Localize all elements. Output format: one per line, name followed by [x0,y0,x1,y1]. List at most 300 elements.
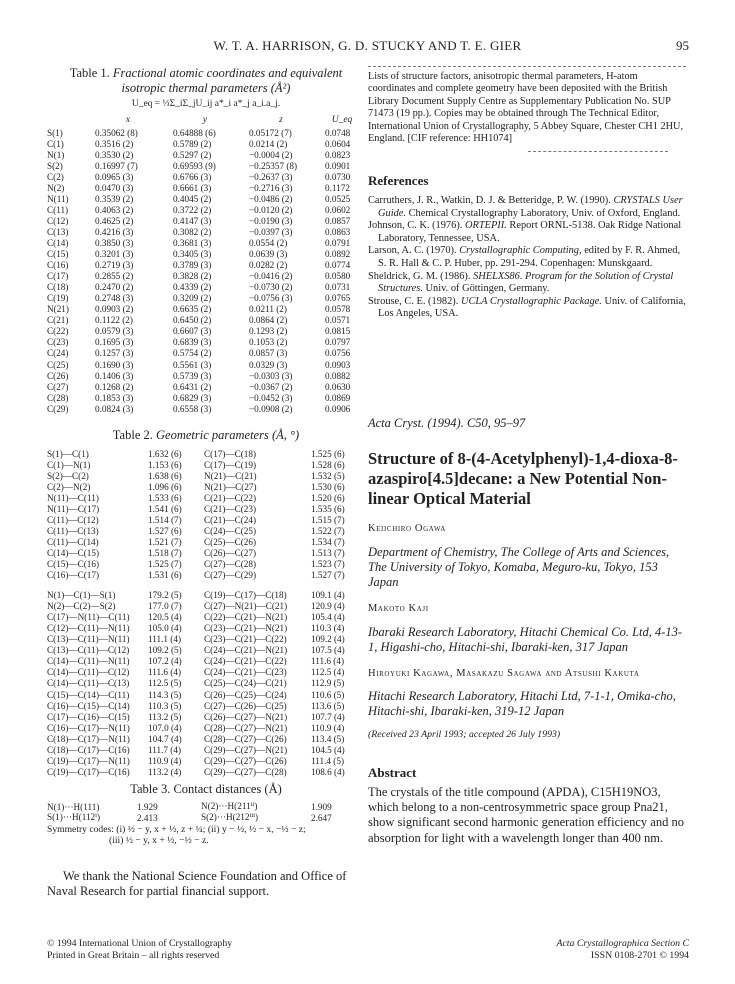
reference-title: UCLA Crystallographic Package. [460,295,602,307]
table-cell: −0.0730 (2) [249,282,293,293]
table-cell: C(11)—C(14) [47,536,99,547]
table-cell: 109.1 (4) [311,590,345,601]
table-row [47,481,365,492]
reference-details: edited by F. R. Ahmed, S. R. Hall & C. P. Huber, pp. 291-294. Copenhagen: Munskgaard. [378,245,681,269]
footer-left [47,938,232,962]
symmetry-codes-line1: Symmetry codes: (i) ½ − y, x + ½, z + ¼; (ii) y − ½, ½ − x, −½ − z; [47,824,306,836]
table2-bond-lengths [47,448,365,581]
author-3: Hiroyuki Kagawa, Masakazu Sagawa and Atsushi Kakuta [368,668,640,679]
table-cell: 0.0604 [325,138,351,149]
table-row [47,733,365,744]
table-cell: 1.514 (7) [148,514,182,525]
article-citation: Acta Cryst. (1994). C50, 95–97 [368,416,526,430]
table-cell: 108.6 (4) [311,766,345,777]
table-cell: N(1)—C(1)—S(1) [47,590,116,601]
table-row [47,359,365,370]
table-cell: C(14)—C(11)—N(11) [47,656,130,667]
table-cell: 0.4147 (3) [173,215,212,226]
table-cell: C(26)—C(27) [204,547,257,558]
table-cell: 0.1268 (2) [95,381,134,392]
table-row [47,370,365,381]
table-cell: C(21)—C(22) [204,492,257,503]
footer-right [556,938,689,962]
table-cell: −0.2716 (3) [249,182,293,193]
references-heading: References [368,173,429,188]
table-cell: 0.0903 [325,359,351,370]
table-cell: C(11)—C(12) [47,514,99,525]
table-cell: 111.7 (4) [148,744,181,755]
table-cell: 0.0774 [325,260,351,271]
table-cell: C(21)—C(23) [204,503,257,514]
table-cell: 0.3405 (3) [173,249,212,260]
table-cell: 0.0329 (3) [249,359,288,370]
table-cell: 1.527 (7) [311,570,345,581]
table-cell: S(1)—C(1) [47,448,89,459]
table-cell: 0.0602 [325,204,351,215]
table-row [47,525,365,536]
table-cell: 0.16997 (7) [95,160,138,171]
table-cell: −0.2637 (3) [249,171,293,182]
table-cell: 0.3201 (3) [95,249,134,260]
table-cell: N(2)···H(211ⁱⁱ) [201,801,258,812]
table-cell: 113.6 (5) [311,700,345,711]
table-cell: 107.0 (4) [148,722,182,733]
table-row [47,293,365,304]
table-cell: −0.0004 (2) [249,149,293,160]
table-cell: 0.64888 (6) [173,127,216,138]
table-cell: 0.0470 (3) [95,182,134,193]
table-cell: C(14) [47,237,69,248]
table-cell: 0.05172 (7) [249,127,292,138]
reference-item [368,296,686,321]
table-cell: 112.5 (4) [311,667,345,678]
table-cell: S(2)—C(2) [47,470,89,481]
table-cell: −0.0303 (3) [249,370,293,381]
table-cell: 0.1293 (2) [249,326,288,337]
article-block [368,416,686,846]
table-row [47,711,365,722]
article-title: Structure of 8-(4-Acetylphenyl)-1,4-dioxa-8-azaspiro[4.5]decane: a New Potential Non-linear Optical Material [368,449,678,508]
table-cell: 104.5 (4) [311,744,345,755]
table-cell: 110.9 (4) [311,722,345,733]
table-cell: 0.6766 (3) [173,171,212,182]
table-cell: 0.3681 (3) [173,237,212,248]
table-cell: 0.0554 (2) [249,237,288,248]
table-cell: C(13)—C(11)—C(12) [47,645,130,656]
table-cell: 0.3828 (2) [173,271,212,282]
table-cell: 111.1 (4) [148,634,181,645]
table-cell: −0.0416 (2) [249,271,293,282]
table-cell: C(2)—N(2) [47,481,91,492]
table-cell: C(24)—C(25) [204,525,257,536]
reference-details: Chemical Crystallography Laboratory, Univ. of Oxford, England. [406,207,681,219]
table-cell: 0.1406 (3) [95,370,134,381]
symmetry-codes-line2: (iii) ½ − y, x + ½, −½ − z. [109,835,209,847]
table-cell: 104.7 (4) [148,733,182,744]
table-row [47,226,365,237]
table-cell: 0.0797 [325,337,351,348]
table-cell: 0.2748 (3) [95,293,134,304]
table-cell: −0.0190 (3) [249,215,293,226]
deposit-top-rule [368,66,686,67]
table-cell: N(1) [47,149,65,160]
table-cell: C(11)—C(13) [47,525,99,536]
table-cell: C(26)—C(25)—C(24) [204,689,287,700]
table-cell: 1.096 (6) [148,481,182,492]
table-row [47,315,365,326]
table-row [47,667,365,678]
table-cell: 113.4 (5) [311,733,345,744]
table-cell: C(12)—C(11)—N(11) [47,623,130,634]
reference-details: Univ. of Göttingen, Germany. [422,283,550,295]
table-cell: 0.3209 (2) [173,293,212,304]
table-cell: C(29)—C(27)—C(26) [204,755,287,766]
table-cell: 120.9 (4) [311,601,345,612]
table-cell: C(17)—C(18) [204,448,257,459]
table2-caption [47,428,365,443]
deposit-note: Lists of structure factors, anisotropic thermal parameters, H-atom coordinates and complete geometry have been deposited with the British Library Document Supply Centre as Supplementary Publication No. SUP 71473 (19 pp.). Copies may be obtained through The Technical Editor, International Union of Crystallography, 5 Abbey Square, Chester CH1 2HU, England. [CIF reference: HH1074] [368,71,684,145]
table-cell: 111.6 (4) [311,656,344,667]
table-cell: 1.533 (6) [148,492,182,503]
table-cell: C(21) [47,315,69,326]
table-cell: 0.0965 (3) [95,171,134,182]
table-cell: C(28)—C(27)—C(26) [204,733,287,744]
table-cell: 0.0748 [325,127,351,138]
table-cell: 1.527 (6) [148,525,182,536]
table1-caption [47,66,365,96]
table-cell: 107.7 (4) [311,711,345,722]
table-row [47,470,365,481]
table-cell: 0.2855 (2) [95,271,134,282]
table-cell: 2.647 [311,812,332,823]
table-cell: 0.1690 (3) [95,359,134,370]
table-row [47,204,365,215]
reference-authors: Larson, A. C. (1970). [368,245,460,257]
table-row [47,171,365,182]
table-cell: C(18)—C(17)—N(11) [47,733,130,744]
table-cell: 0.0906 [325,403,351,414]
table-cell: C(22) [47,326,69,337]
table3-contacts [47,801,365,823]
table-cell: S(1)···H(112ⁱ) [47,812,101,823]
table-row [47,656,365,667]
reference-authors: Strouse, C. E. (1982). [368,295,461,307]
table-cell: 0.6607 (3) [173,326,212,337]
table-cell: 1.530 (6) [311,481,345,492]
table-cell: 0.1853 (3) [95,392,134,403]
table-row [47,503,365,514]
table-row [47,249,365,260]
reference-authors: Carruthers, J. R., Watkin, D. J. & Betteridge, P. W. (1990). [368,195,614,206]
table-cell: 0.3850 (3) [95,237,134,248]
table-cell: C(21)—C(24) [204,514,257,525]
table-cell: 0.0730 [325,171,351,182]
table-row [47,381,365,392]
table-cell: C(25)—C(26) [204,536,257,547]
table-cell: 0.0864 (2) [249,315,288,326]
table-row [47,570,365,581]
table-cell: 0.4216 (3) [95,226,134,237]
table-cell: C(16) [47,260,69,271]
table-cell: 0.0857 (3) [249,348,288,359]
table-cell: 107.5 (4) [311,645,345,656]
running-header-authors: W. T. A. HARRISON, G. D. STUCKY AND T. E. GIER [213,38,522,53]
table-cell: C(15)—C(16) [47,558,100,569]
table-row [47,160,365,171]
table-cell: 1.515 (7) [311,514,345,525]
table-cell: 110.6 (5) [311,689,345,700]
table-row [47,260,365,271]
table-cell: 1.525 (7) [148,558,182,569]
reference-title: CRYSTALS User Guide. [378,195,683,219]
table-cell: 0.0578 [325,304,351,315]
table-cell: 0.0869 [325,392,351,403]
table-cell: 1.518 (7) [148,547,182,558]
table-cell: 0.4625 (2) [95,215,134,226]
reference-details: Report ORNL-5138. Oak Ridge National Laboratory, Tennessee, USA. [378,220,682,244]
table-cell: C(27)—C(28) [204,558,257,569]
reference-item [368,195,686,220]
table-row [47,149,365,160]
table-cell: 0.35062 (8) [95,127,138,138]
table-cell: 105.4 (4) [311,612,345,623]
table-cell: 0.6661 (3) [173,182,212,193]
table-cell: 1.525 (6) [311,448,345,459]
table-cell: 105.0 (4) [148,623,182,634]
table-cell: C(23) [47,337,69,348]
table2-label: Table 2. [112,428,153,442]
table-cell: C(23)—C(21)—C(22) [204,634,287,645]
table-cell: 0.3530 (2) [95,149,134,160]
table-cell: 0.0580 [325,271,351,282]
table-cell: 0.0579 (3) [95,326,134,337]
table-cell: C(22)—C(21)—N(21) [204,612,288,623]
references-list [368,195,686,321]
table-row [47,304,365,315]
table-row [47,348,365,359]
table-cell: 0.6431 (2) [173,381,212,392]
table1-header-cell [47,115,89,127]
table-cell: 0.0525 [325,193,351,204]
table-cell: −0.0452 (3) [249,392,293,403]
table-cell: C(16)—C(17) [47,570,100,581]
table1-caption-text: Fractional atomic coordinates and equivalent isotropic thermal parameters (Å²) [112,66,343,95]
references-block [368,173,686,321]
table-row [47,282,365,293]
table-cell: N(2)—C(2)—S(2) [47,601,116,612]
table-cell: 0.4063 (2) [95,204,134,215]
table-cell: 0.1122 (2) [95,315,133,326]
table-cell: 0.1053 (2) [249,337,288,348]
table-row [47,744,365,755]
table-row [47,459,365,470]
table-cell: 1.632 (6) [148,448,182,459]
table-cell: 0.0571 [325,315,351,326]
reference-item [368,271,686,296]
table-cell: 1.535 (6) [311,503,345,514]
table-cell: 107.2 (4) [148,656,182,667]
table-cell: 1.541 (6) [148,503,182,514]
table-cell: 179.2 (5) [148,590,182,601]
table-row [47,558,365,569]
table-cell: −0.25357 (8) [249,160,298,171]
affiliation-1: Department of Chemistry, The College of Arts and Sciences, The University of Tokyo, Komaba, Meguro-ku, Tokyo, 153 Japan [368,545,670,589]
table-cell: C(24)—C(21)—C(22) [204,656,287,667]
table-cell: 0.5754 (2) [173,348,212,359]
table-cell: 0.0756 [325,348,351,359]
abstract-heading: Abstract [368,765,417,780]
table-cell: 111.4 (5) [311,755,344,766]
table-cell: 111.6 (4) [148,667,181,678]
table1-header-cell: z [279,115,283,125]
table-cell: 110.9 (4) [148,755,182,766]
table-cell: 0.0892 [325,249,351,260]
page-number: 95 [676,38,689,53]
table-cell: 0.0639 (3) [249,249,288,260]
footer-journal: Acta Crystallographica Section C [556,938,689,949]
table-row [47,590,365,601]
table-cell: 1.909 [311,801,332,812]
author-1: Keiichiro Ogawa [368,523,446,534]
table3-caption [47,782,365,797]
table-cell: 1.521 (7) [148,536,182,547]
reference-details: Univ. of California, Los Angeles, USA. [378,295,686,320]
table1-header-cell: x [125,115,131,125]
table-row [47,623,365,634]
table-row [47,492,365,503]
table-cell: 0.4045 (2) [173,193,212,204]
deposit-block [368,66,686,152]
table-cell: C(2) [47,171,64,182]
table-cell: 0.0282 (2) [249,260,288,271]
table-cell: C(27) [47,381,69,392]
table-row [47,403,365,414]
table-cell: N(11) [47,193,69,204]
table-cell: N(1)···H(111) [47,801,100,812]
table-cell: 120.5 (4) [148,612,182,623]
table-cell: 110.3 (4) [311,623,345,634]
table-cell: C(18) [47,282,69,293]
table-cell: C(23)—C(21)—N(21) [204,623,288,634]
reference-authors: Sheldrick, G. M. (1986). [368,270,474,282]
table-cell: C(24) [47,348,69,359]
table-cell: C(14)—C(15) [47,547,100,558]
table1-header-cell: y [202,115,208,125]
table-cell: C(17)—C(16)—C(15) [47,711,130,722]
table-cell: C(15)—C(14)—C(11) [47,689,130,700]
table-row [47,755,365,766]
table-cell: 113.2 (4) [148,766,182,777]
table-cell: S(1) [47,127,63,138]
table-cell: C(14)—C(11)—C(13) [47,678,130,689]
table3-block [47,782,365,847]
table-cell: 0.0882 [325,370,351,381]
table-cell: 1.638 (6) [148,470,182,481]
footer-printed: Printed in Great Britain – all rights reserved [47,950,220,961]
table-cell: 0.1257 (3) [95,348,134,359]
table-cell: C(17)—N(11)—C(11) [47,612,130,623]
table-cell: 0.6635 (2) [173,304,212,315]
table-cell: 0.3789 (3) [173,260,212,271]
table-row [47,337,365,348]
table-cell: 112.9 (5) [311,678,345,689]
reference-item [368,245,686,270]
table-cell: C(24)—C(21)—C(23) [204,667,287,678]
table-cell: C(19)—C(17)—C(18) [204,590,287,601]
table-cell: 0.0857 [325,215,351,226]
table-row [47,700,365,711]
table-cell: 0.5297 (2) [173,149,212,160]
table-cell: 0.0903 (2) [95,304,134,315]
reference-title: Crystallographic Computing, [459,245,582,257]
table-cell: C(16)—C(15)—C(14) [47,700,130,711]
table-cell: 0.6839 (3) [173,337,212,348]
table-cell: 0.3516 (2) [95,138,134,149]
table-cell: 1.532 (5) [311,470,345,481]
affiliation-2: Ibaraki Research Laboratory, Hitachi Chemical Co. Ltd, 4-13-1, Higashi-cho, Hitachi-shi, Ibaraki-ken, 317 Japan [368,625,683,654]
table-cell: C(17)—C(19) [204,459,257,470]
table-cell: 113.2 (5) [148,711,182,722]
table-cell: C(1) [47,138,64,149]
table-cell: 0.0765 [325,293,351,304]
table-cell: N(21)—C(21) [204,470,257,481]
table-row [47,237,365,248]
table-cell: 1.513 (7) [311,547,345,558]
table-row [47,182,365,193]
table-cell: −0.0486 (2) [249,193,293,204]
table-cell: C(18)—C(17)—C(16) [47,744,130,755]
table-cell: 0.0211 (2) [249,304,287,315]
footer-issn: ISSN 0108-2701 © 1994 [590,950,689,961]
affiliation-3: Hitachi Research Laboratory, Hitachi Ltd, 7-1-1, Omika-cho, Hitachi-shi, Ibaraki-ken, 319-12 Japan [368,689,676,718]
table-cell: −0.0367 (2) [249,381,293,392]
table-cell: C(16)—C(17)—N(11) [47,722,130,733]
table-row [47,215,365,226]
table-row [47,601,365,612]
table-cell: 2.413 [137,812,158,823]
table-cell: 177.0 (7) [148,601,182,612]
table-cell: 0.2470 (2) [95,282,134,293]
table-cell: C(19) [47,293,69,304]
table2-block [47,428,365,777]
table-cell: 0.0214 (2) [249,138,288,149]
table-cell: C(26)—C(27)—N(21) [204,711,288,722]
table-cell: S(2)···H(212ⁱⁱⁱ) [201,812,259,823]
table-row [47,812,365,823]
reference-title: SHELXS86. Program for the Solution of Crystal Structures. [378,270,674,295]
table-cell: C(15) [47,249,69,260]
table-row [47,766,365,777]
table-cell: 0.4339 (2) [173,282,212,293]
table-cell: C(28)—C(27)—N(21) [204,722,288,733]
received-dates: (Received 23 April 1993; accepted 26 July 1993) [368,729,561,740]
table-row [47,326,365,337]
table-row [47,678,365,689]
table-cell: C(19)—C(17)—N(11) [47,755,130,766]
table-row [47,448,365,459]
table-cell: C(13)—C(11)—N(11) [47,634,130,645]
table-cell: N(21)—C(27) [204,481,257,492]
table-cell: N(11)—C(11) [47,492,99,503]
table-cell: C(26) [47,370,69,381]
table-cell: C(12) [47,215,69,226]
table-cell: 0.0815 [325,326,351,337]
table2-caption-text: Geometric parameters (Å, °) [156,428,300,442]
table-cell: 0.3082 (2) [173,226,212,237]
table-row [47,634,365,645]
table-cell: N(2) [47,182,65,193]
table-cell: C(25) [47,359,69,370]
